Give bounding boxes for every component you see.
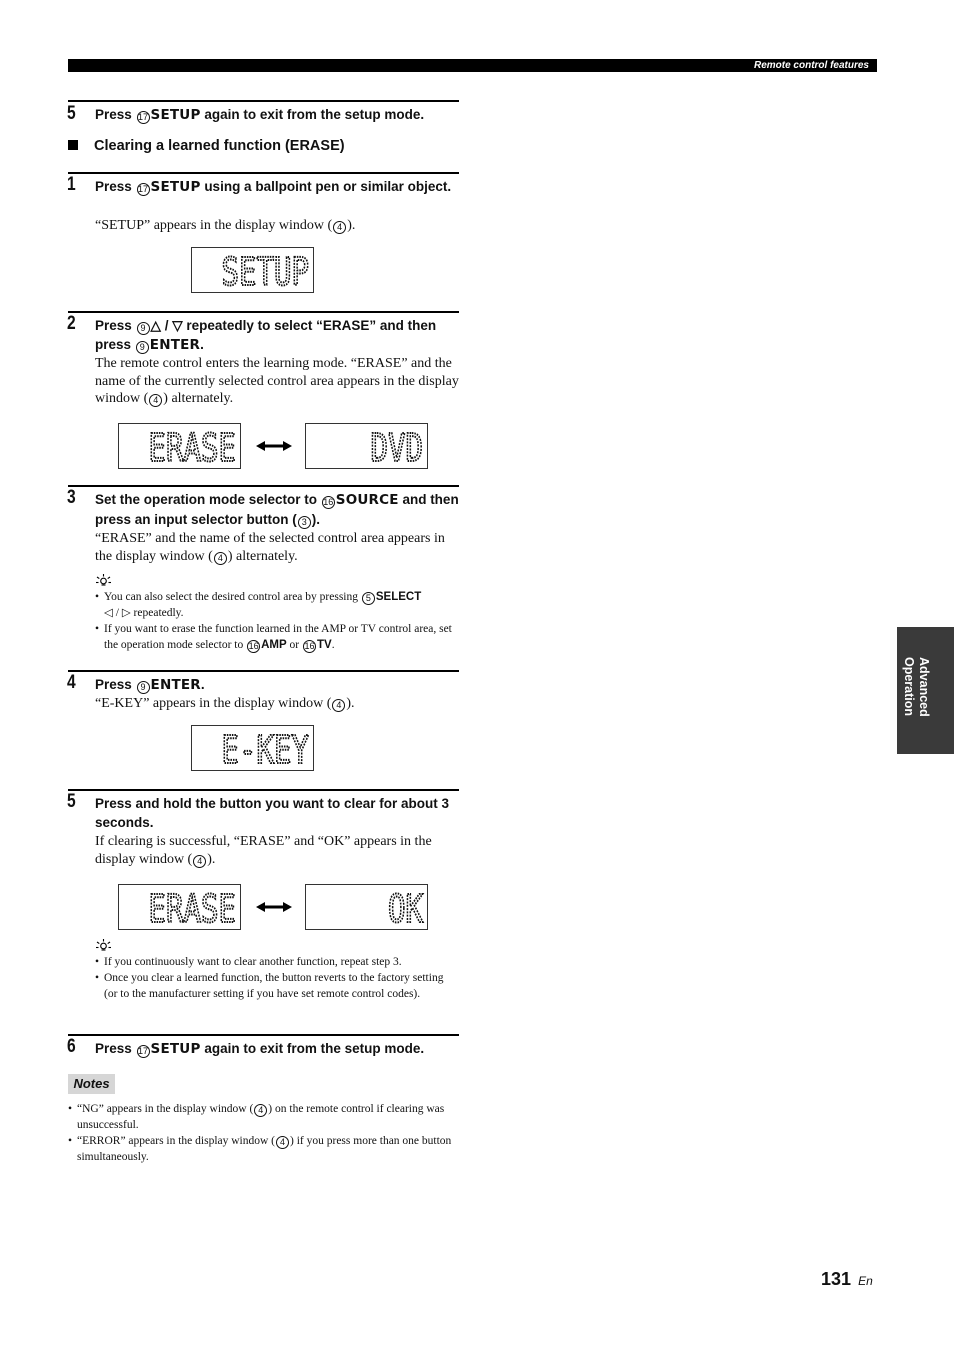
button-16-icon: 16 (323, 497, 334, 507)
display-readout: ERASE (148, 426, 236, 470)
notes-list (68, 1101, 460, 1165)
button-9-icon: 9 (137, 681, 150, 694)
step-description: “ERASE” and the name of the selected control area appears in the display window ( 4 ) alternately. (95, 531, 445, 564)
section-heading: Clearing a learned function (ERASE) (68, 136, 345, 156)
button-9-icon: 9 (137, 322, 150, 335)
page-number: 131 En (821, 1269, 873, 1289)
step-number: 1 (67, 174, 76, 195)
note-item: • “ERROR” appears in the display window ( 4 ) if you press more than one button simultaneously. (68, 1133, 460, 1165)
step-instruction: Set the operation mode selector to 16 SOURCE and then press an input selector button ( 3 ). (95, 492, 459, 527)
display-window-icon: 4 (332, 699, 345, 712)
display-window-setup (191, 247, 314, 293)
display-readout: E-KEY (221, 728, 310, 772)
step-divider (68, 172, 459, 174)
display-readout: ERASE (148, 887, 236, 931)
display-window-icon: 4 (193, 855, 206, 868)
square-bullet-icon (68, 140, 78, 150)
display-window-dvd (305, 423, 428, 469)
left-arrow-icon: ◁ (104, 607, 113, 619)
tip-lightbulb-icon (95, 573, 112, 586)
header-bar (68, 59, 877, 72)
step-divider (68, 100, 459, 102)
button-9-icon: 9 (136, 341, 149, 354)
display-readout: SETUP (221, 250, 309, 294)
display-window-erase (118, 423, 241, 469)
display-window-icon: 4 (149, 394, 162, 407)
step-instruction: Press and hold the button you want to clear for about 3 seconds. (95, 796, 450, 830)
right-arrow-icon: ▷ (121, 607, 131, 619)
step-divider (68, 670, 459, 672)
down-arrow-icon: ▽ (172, 318, 183, 333)
chapter-name: Advanced Operation (902, 657, 931, 717)
display-readout: OK (388, 887, 424, 931)
tip-item: • You can also select the desired control area by pressing 5 SELECT ◁ / ▷ repeatedly. (95, 589, 459, 621)
button-17-icon: 17 (138, 1046, 149, 1056)
step-instruction: Press 17 SETUP using a ballpoint pen or similar object. (95, 179, 452, 195)
button-17-icon: 17 (138, 184, 149, 194)
display-window-icon: 4 (276, 1136, 289, 1149)
display-window-ok (305, 884, 428, 930)
display-window-ekey (191, 725, 314, 771)
chapter-side-tab (897, 627, 954, 754)
display-window-icon: 4 (254, 1104, 267, 1117)
section-title-header: Remote control features (753, 60, 869, 71)
step-number: 5 (67, 791, 76, 812)
step-instruction: Press 17 SETUP again to exit from the setup mode. (95, 1041, 425, 1057)
button-16-icon: 16 (248, 641, 259, 651)
step-number: 3 (67, 487, 76, 508)
step-number: 4 (67, 672, 76, 693)
tip-item: • Once you clear a learned function, the button reverts to the factory setting (or to the manufacturer setting if you have set remote control codes). (95, 970, 459, 1002)
step-divider (68, 485, 459, 487)
button-16-icon: 16 (304, 641, 315, 651)
display-window-erase (118, 884, 241, 930)
note-item: • “NG” appears in the display window ( 4 ) on the remote control if clearing was unsuccessful. (68, 1101, 460, 1133)
display-window-icon: 4 (214, 552, 227, 565)
tips-list (95, 589, 459, 653)
step-description: The remote control enters the learning mode. “ERASE” and the name of the currently selected control area appears in the display window ( 4 ) alternately. (95, 356, 459, 406)
step-description: If clearing is successful, “ERASE” and “OK” appears in the display window ( 4 ). (95, 834, 432, 867)
button-17-icon: 17 (138, 112, 149, 122)
step-description: “E-KEY” appears in the display window ( 4 ). (95, 696, 355, 711)
tips-list (95, 954, 459, 1002)
step-number: 5 (67, 103, 76, 124)
alternate-arrow-icon (254, 900, 294, 914)
up-arrow-icon: △ (150, 318, 161, 333)
step-instruction: Press 9 ENTER. (95, 677, 205, 693)
button-5-icon: 5 (362, 592, 375, 605)
step-divider (68, 1034, 459, 1036)
step-instruction: Press 17 SETUP again to exit from the setup mode. (95, 107, 425, 123)
tip-item: • If you want to erase the function learned in the AMP or TV control area, set the operation mode selector to 16 AMP or 16 TV. (95, 621, 459, 653)
display-window-icon: 4 (333, 221, 346, 234)
step-description: “SETUP” appears in the display window ( 4 ). (95, 218, 356, 233)
tip-item: • If you continuously want to clear another function, repeat step 3. (95, 954, 459, 970)
notes-label: Notes (68, 1074, 115, 1094)
button-3-icon: 3 (298, 516, 311, 529)
display-readout: DVD (370, 426, 423, 470)
tip-lightbulb-icon (95, 938, 112, 951)
step-number: 2 (67, 313, 76, 334)
step-instruction: Press 9 △ / ▽ repeatedly to select “ERASE” and then press 9 ENTER. (95, 318, 437, 353)
step-number: 6 (67, 1036, 76, 1057)
step-divider (68, 311, 459, 313)
step-divider (68, 789, 459, 791)
alternate-arrow-icon (254, 439, 294, 453)
